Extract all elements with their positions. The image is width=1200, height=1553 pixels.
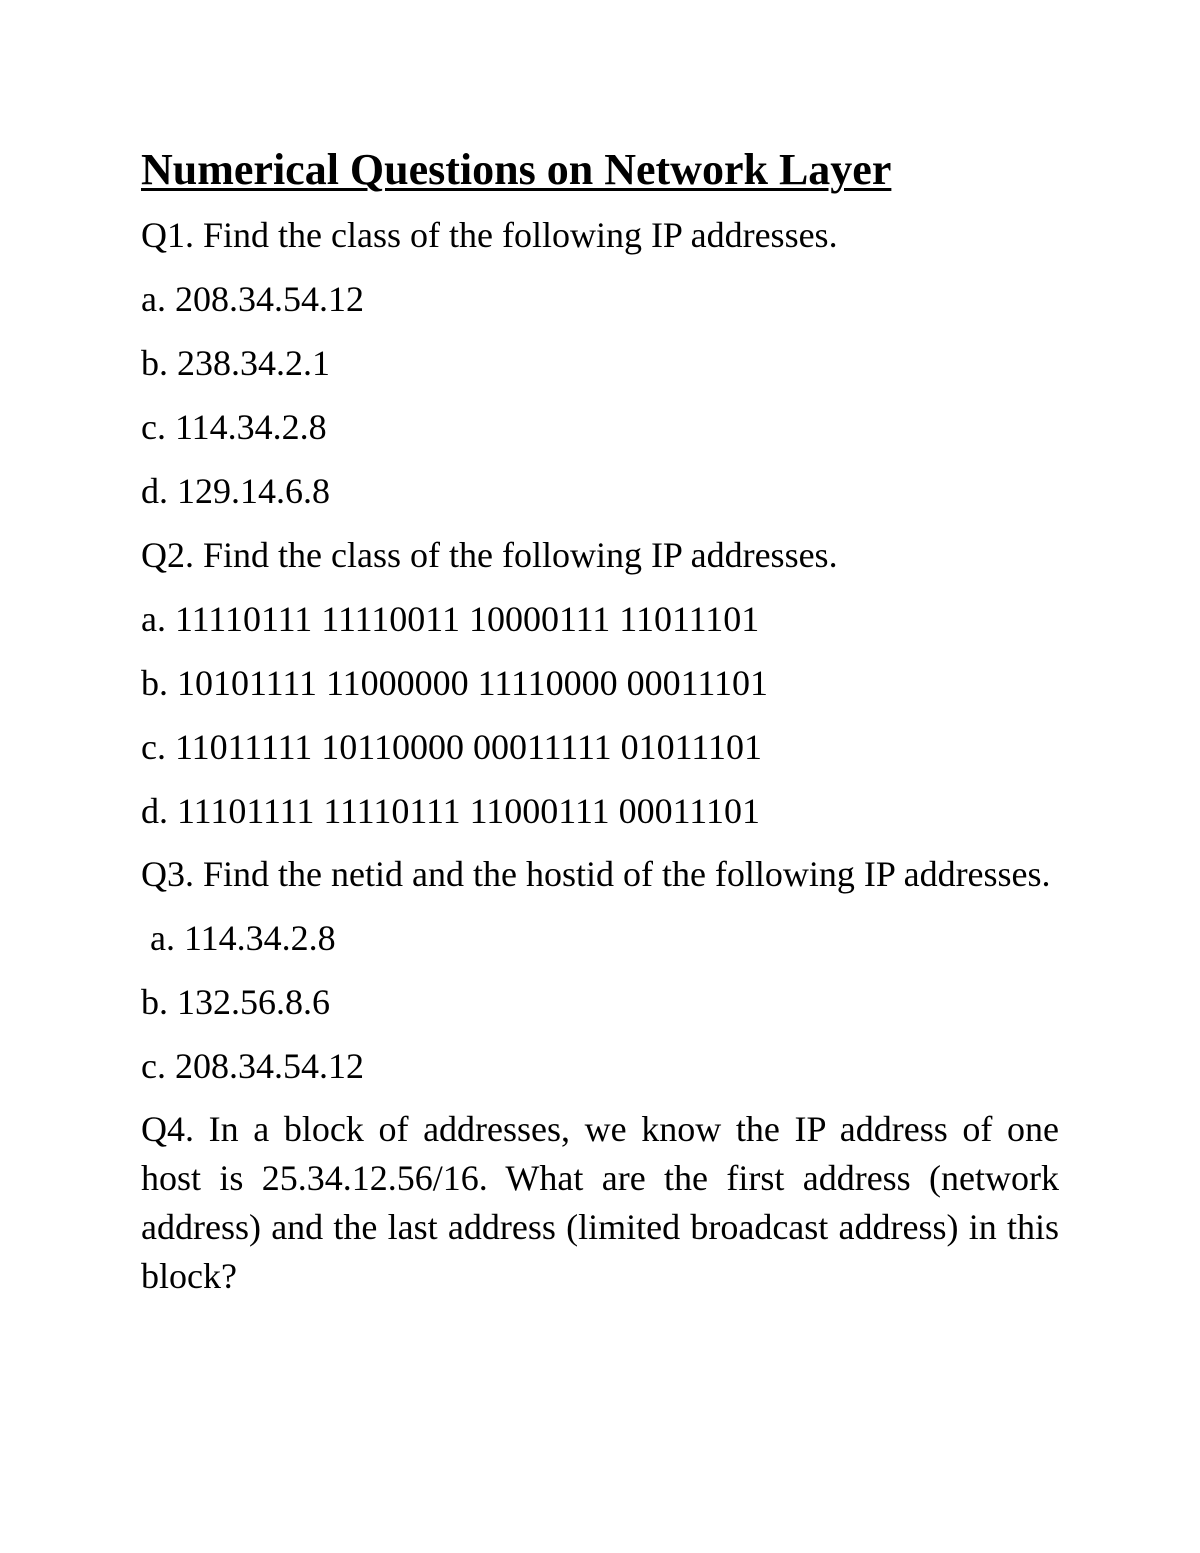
q2-item-d: d. 11101111 11110111 11000111 00011101 [141,791,760,831]
q1-item-c: c. 114.34.2.8 [141,407,327,447]
q1-item-d: d. 129.14.6.8 [141,471,330,511]
page-title: Numerical Questions on Network Layer [141,145,892,194]
q2-item-c: c. 11011111 10110000 00011111 01011101 [141,727,762,767]
q3-item-c: c. 208.34.54.12 [141,1046,364,1086]
question-1: Q1. Find the class of the following IP addresses. [141,215,838,255]
document-body [141,144,1059,1315]
q1-item-b: b. 238.34.2.1 [141,343,330,383]
question-2: Q2. Find the class of the following IP addresses. [141,535,838,575]
q2-item-b: b. 10101111 11000000 11110000 00011101 [141,663,768,703]
question-3: Q3. Find the netid and the hostid of the following IP addresses. [141,854,1051,894]
q3-item-a: a. 114.34.2.8 [150,918,336,958]
q3-item-b: b. 132.56.8.6 [141,982,330,1022]
question-4: Q4. In a block of addresses, we know the IP address of one host is 25.34.12.56/16. What are the first address (network address) and the last address (limited broadcast address) in this block? [141,1109,1059,1296]
q1-item-a: a. 208.34.54.12 [141,279,364,319]
q2-item-a: a. 11110111 11110011 10000111 11011101 [141,599,760,639]
